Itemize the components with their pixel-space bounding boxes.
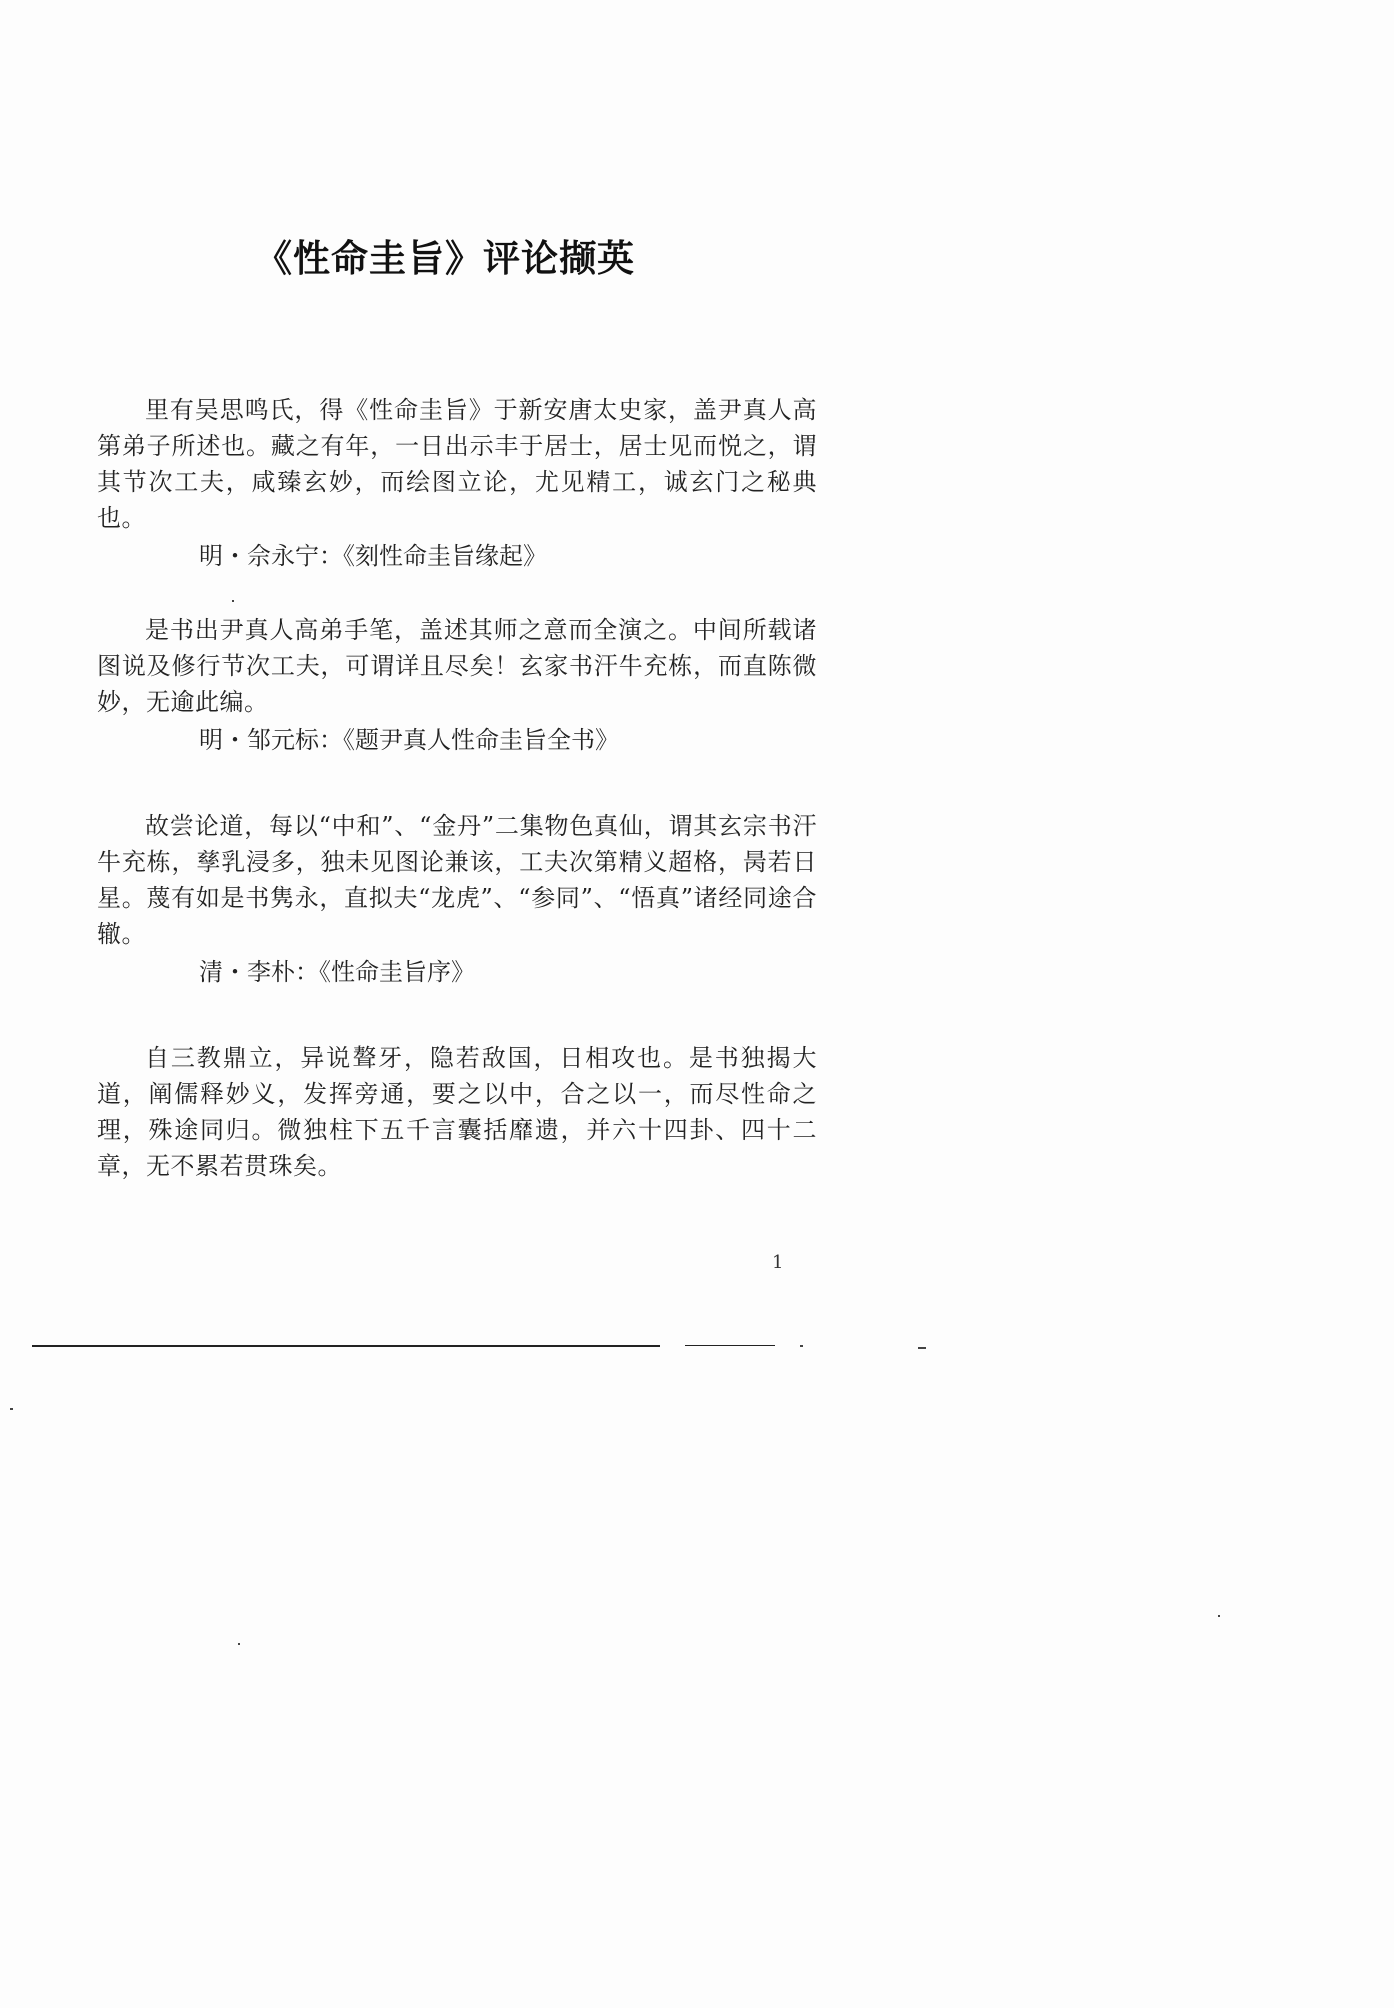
quote-text: 故尝论道，每以“中和”、“金丹”二集物色真仙，谓其玄宗书汗牛充栋，孳乳浸多，独未见图论兼该，工夫次第精义超格，昺若日星。蔑有如是书隽永，直拟夫“龙虎”、“参同”、“悟真”诸经同途合辙。 (97, 812, 817, 948)
quote-source: 清・李朴：《性命圭旨序》 (199, 958, 475, 986)
scan-speck (238, 1643, 240, 1645)
page-title: 《性命圭旨》评论撷英 (255, 237, 635, 280)
scan-speck (918, 1347, 926, 1349)
quote-entry-2 (97, 612, 817, 758)
quote-source: 明・佘永宁：《刻性命圭旨缘起》 (199, 542, 547, 570)
quote-entry-3 (97, 808, 817, 990)
quote-text: 自三教鼎立，异说聱牙，隐若敌国，日相攻也。是书独揭大道，阐儒释妙义，发挥旁通，要之以中，合之以一，而尽性命之理，殊途同归。微独柱下五千言囊括靡遗，并六十四卦、四十二章，无不累若贯珠矣。 (97, 1044, 817, 1180)
scan-speck (800, 1345, 803, 1347)
quote-entry-1 (97, 392, 817, 574)
bottom-rule-segment (685, 1345, 775, 1346)
quote-entry-4 (97, 1040, 817, 1184)
quote-text: 里有吴思鸣氏，得《性命圭旨》于新安唐太史家，盖尹真人高第弟子所述也。藏之有年，一日出示丰于居士，居士见而悦之，谓其节次工夫，咸臻玄妙，而绘图立论，尤见精工，诚玄门之秘典也。 (97, 396, 817, 532)
scan-speck (232, 600, 234, 602)
quote-text: 是书出尹真人高弟手笔，盖述其师之意而全演之。中间所载诸图说及修行节次工夫，可谓详且尽矣！玄家书汗牛充栋，而直陈微妙，无逾此编。 (97, 616, 817, 716)
bottom-rule (32, 1345, 660, 1347)
scan-speck (10, 1408, 13, 1410)
page-number: 1 (772, 1252, 784, 1273)
quote-source: 明・邹元标：《题尹真人性命圭旨全书》 (199, 726, 619, 754)
scan-speck (1218, 1615, 1220, 1617)
